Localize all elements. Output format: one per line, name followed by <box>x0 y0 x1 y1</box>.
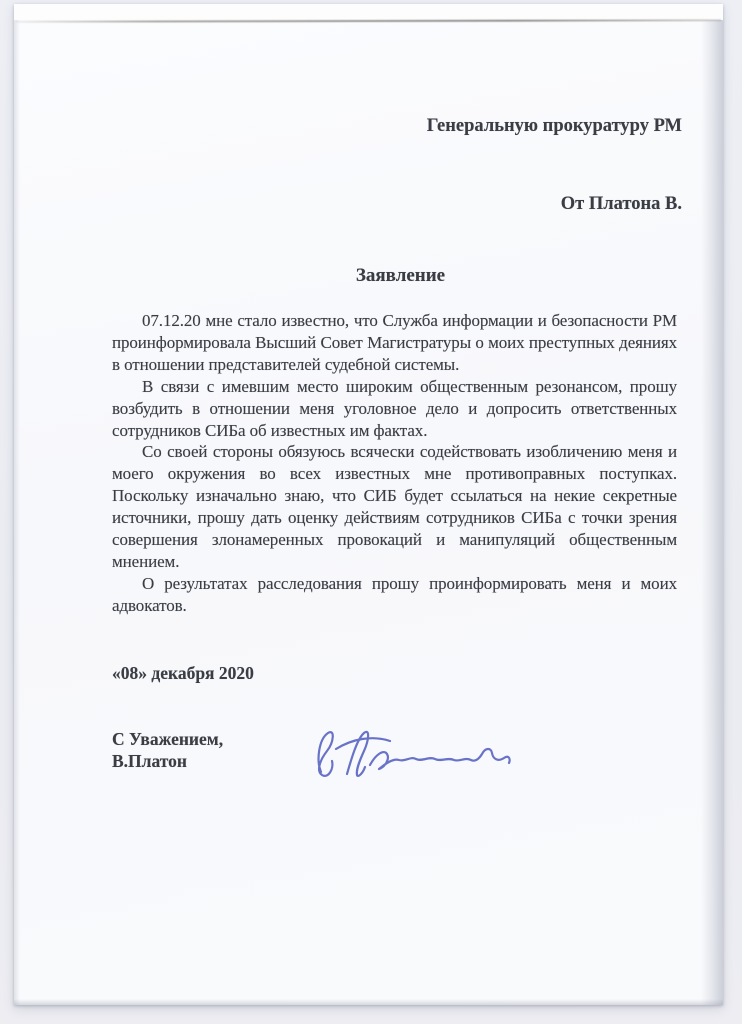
letter-date: «08» декабря 2020 <box>112 663 254 683</box>
page-right-edge-shadow <box>701 20 723 1005</box>
letter-closing: С Уважением, <box>112 729 224 749</box>
signature-icon <box>302 722 526 788</box>
letter-page <box>14 4 723 1005</box>
letter-paragraph: Со своей стороны обязуюсь всячески содействовать изобличению меня и моего окружения во всех известных мне противоправных поступках. Поскольку изначально знаю, что СИБ будет ссылаться на некие секретные источники, прошу дать оценку действиям сотрудников СИБа с точки зрения совершения злонамеренных провокаций и манипуляций общественным мнением. <box>112 442 677 571</box>
letter-paragraph: О результатах расследования прошу проинформировать меня и моих адвокатов. <box>112 573 677 615</box>
page-top-edge-line <box>16 19 721 22</box>
page-left-edge-shadow <box>14 20 20 1005</box>
letter-sender: От Платона В. <box>560 194 682 214</box>
letter-recipient: Генеральную прокуратуру РМ <box>426 116 682 136</box>
scanner-top-strip <box>14 4 723 20</box>
letter-paragraph: 07.12.20 мне стало известно, что Служба информации и безопасности РМ проинформировала Высший Совет Магистратуры о моих преступных деяниях в отношении представителей судебной системы. <box>112 311 677 374</box>
signer-name: В.Платон <box>112 751 187 772</box>
letter-title: Заявление <box>355 265 446 286</box>
page-bottom-edge-shadow <box>14 999 723 1005</box>
letter-paragraph: В связи с имевшим место широким общественным резонансом, прошу возбудить в отношении меня уголовное дело и допросить ответственных сотрудников СИБа об известных им фактах. <box>112 376 677 440</box>
closing-block <box>112 728 223 773</box>
letter-body <box>112 310 677 617</box>
